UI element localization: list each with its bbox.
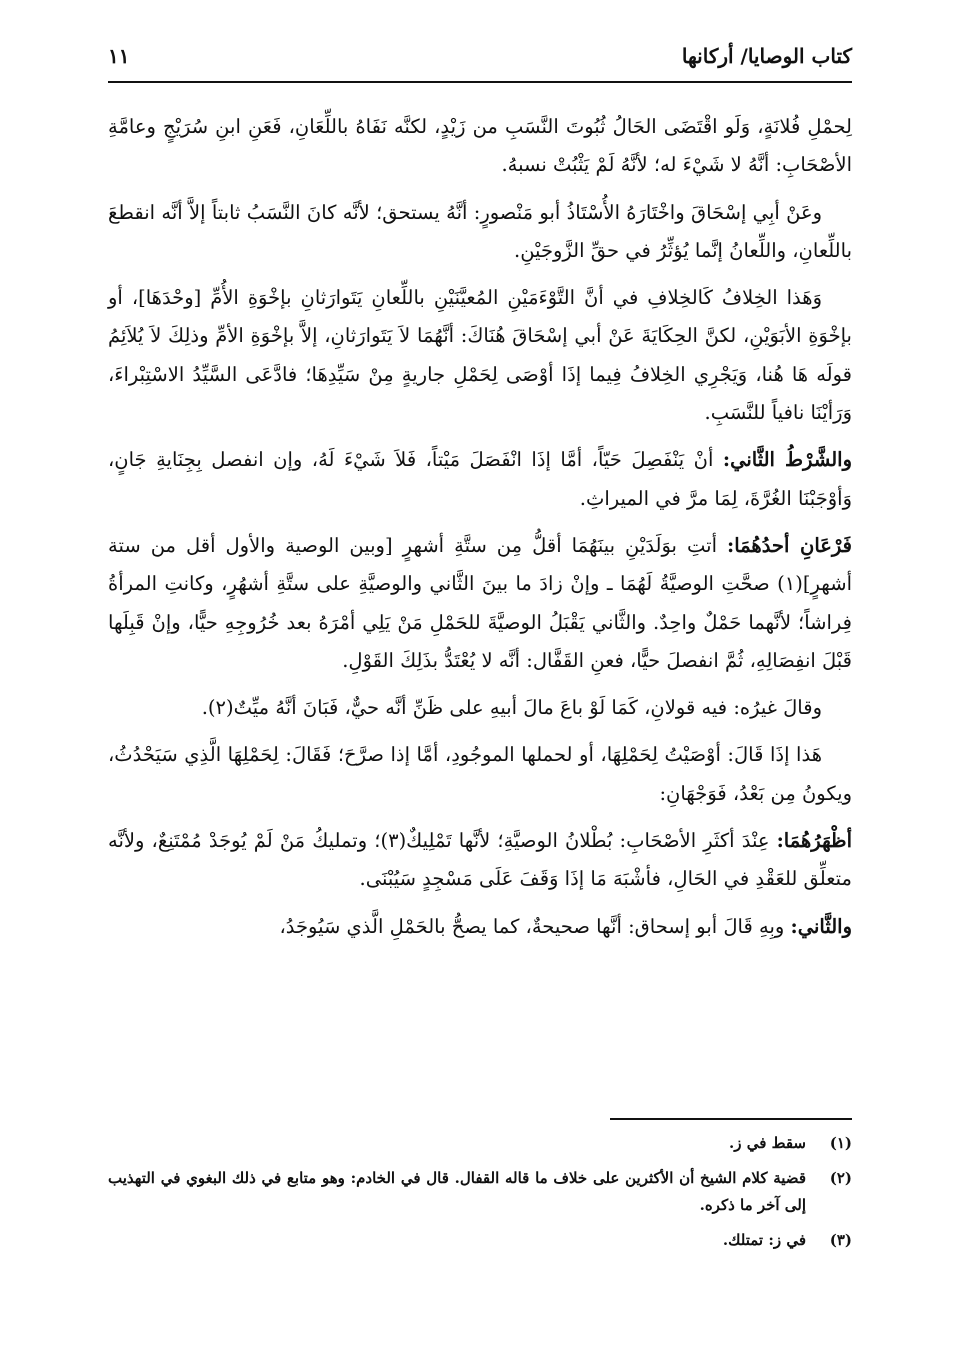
footnote-text: في ز: تمتلك. <box>722 1231 806 1249</box>
paragraph-text: وعَنْ أبِي إسْحَاقَ واخْتَارَهُ الأُسْتَاذُ أبو مَنْصورٍ: أنَّهُ يستحق؛ لأنَّه كانَ النَّسَبُ ثابتاً إلاَّ أنَّه انقطعَ باللِّعانِ، واللِّعانُ إنَّما يُؤثِّرُ في حقِّ الزَّوجَيْنِ. <box>108 200 852 262</box>
paragraph <box>108 822 852 899</box>
footnotes <box>108 1130 852 1262</box>
footnote <box>108 1227 852 1254</box>
paragraph-text: لِحمْلِ فُلانَةٍ، وَلَو اقْتَضَى الحَالُ ثُبُوتَ النَّسَبِ من زَيْدٍ، لكنَّه نَفَاهُ باللِّعَانِ، فَعَنِ ابنِ سُرَيْجٍ وعامَّةِ الأصْحَابِ: أنَّهُ لا شَيْءَ له؛ لأنَّهُ لَمْ يَثْبُتْ نسبهُ. <box>108 115 852 177</box>
paragraph <box>108 527 852 680</box>
paragraph-text: هَذا إذَا قَالَ: أوْصَيْتُ لِحَمْلِهَا، أو لحملها الموجُودِ، أمَّا إذا صرَّحَ؛ فَقَالَ: لِحَمْلِهَا الَّذِي سَيَحْدُثُ، ويكونُ مِن بَعْدُ، فَوَجْهَانِ: <box>108 743 852 805</box>
paragraph-text: وقالَ غيرُه: فيه قولانِ، كَمَا لَوْ باعَ مالَ أبيهِ على ظَنِّ أنَّه حيٌّ، فَبَانَ أنَّهُ ميِّتٌ(٢). <box>201 696 822 720</box>
paragraph-lead: فَرْعَانِ أحدُهُمَا: <box>727 533 852 557</box>
paragraph-text: أنْ يَنْفَصِلَ حَيّاً، أمَّا إذَا انْفَصَلَ مَيْتاً، فَلاَ شَيْءَ لَهُ، وإن انفصل بِجِنَايةِ جَانٍ، وَأوْجَبْنَا الغُرَّةَ، لِمَا مرَّ في الميراثِ. <box>108 448 852 510</box>
page-number: ١١ <box>108 44 130 68</box>
paragraph-text: أتتِ بوَلَدَيْنِ بينَهُمَا أقلُّ مِن ستَّةِ أشهرٍ [وبين الوصية والأول أقل من ستة أشهرٍ](١) صحَّتِ الوصيَّةُ لَهُمَا ـ وإنْ زادَ ما بينَ الثَّاني والوصيَّةِ على ستَّةِ أشهُرٍ، وكانتِ المرأةُ فِراشاً؛ لأنَّهما حَمْلٌ واحِدٌ. والثَّاني يَقْبَلُ الوصيَّةَ للحَمْلِ مَنْ يَلِي أمْرَهُ بعد خُرُوجِهِ حيًّا، وإنْ قَبِلَها قَبْلَ انفِصَالِهِ، ثُمَّ انفصلَ حيًّا، فعنِ القَفَّال: أنَّه لا يُعْتَدُّ بذَلِكَ القَوْلِ. <box>108 533 852 672</box>
paragraph-text: وَهَذا الخِلافُ كَالخِلافِ في أنَّ التَّوْءَمَيْنِ المُعيَّنَيْنِ باللِّعانِ يَتَوارَثانِ بإخْوَةِ الأُمِّ [وحْدَهَا]، أو بإخْوَةِ الأبَوَيْنِ، لكنَّ الحِكَايَةَ عَنْ أبي إسْحَاقَ هُنَاكَ: أنَّهُمَا لاَ يَتَوارَثانِ، إلاَّ بإخْوَةِ الأمِّ وذلِكَ لاَ يُلاَئِمُ قولَه هَا هُنا، وَيَجْرِي الخِلافُ فِيما إذَا أوْصَى لِحَمْلِ جاريةٍ مِنْ سَيِّدِهَا؛ فادَّعَى السَّيِّدُ الاسْتِبْراءَ، وَرَأيْنَا نافياً للنَّسَبِ. <box>108 286 852 425</box>
paragraph-lead: والشَّرْطُ الثَّاني: <box>722 448 852 472</box>
paragraph <box>108 441 852 518</box>
paragraph <box>108 908 852 946</box>
paragraph-lead: أظْهَرُهُمَا: <box>776 829 852 853</box>
footnote-number: (١) <box>829 1134 852 1152</box>
paragraph <box>108 736 852 813</box>
footnote <box>108 1165 852 1219</box>
footnote-separator <box>610 1118 852 1120</box>
paragraph <box>108 194 852 271</box>
running-title: كتاب الوصايا/ أركانها <box>681 44 852 68</box>
footnote-text: قضية كلام الشيخ أن الأكثرين على خلاف ما قاله القفال. قال في الخادم: وهو متابع في ذلك البغوي في التهذيب إلى آخر ما ذكره. <box>108 1169 806 1214</box>
paragraph <box>108 108 852 185</box>
paragraph-text: عِنْدَ أكثَرِ الأصْحَابِ: بُطْلانُ الوصيَّةِ؛ لأنَّها تَمْلِيكٌ(٣)؛ وتمليكُ مَنْ لَمْ يُوجَدْ مُمْتَنِعٌ، ولأنَّه متعلِّق للعَقْدِ في الحَالِ، فأشْبَهَ مَا إذَا وَقَفَ عَلَى مَسْجِدٍ سَيُبْنَى. <box>108 829 852 891</box>
footnote <box>108 1130 852 1157</box>
page-header <box>108 40 852 80</box>
main-text <box>108 108 852 955</box>
footnote-number: (٢) <box>829 1169 852 1187</box>
footnote-number: (٣) <box>829 1231 852 1249</box>
header-rule <box>108 81 852 83</box>
paragraph <box>108 689 852 727</box>
paragraph-lead: والثَّاني: <box>790 914 852 938</box>
paragraph-text: وبِهِ قَالَ أبو إسحاق: أنَّها صحيحةٌ، كما يصحُّ بالحَمْلِ الَّذي سَيُوجَدُ، <box>279 914 791 938</box>
footnote-text: سقط في ز. <box>729 1134 806 1152</box>
paragraph <box>108 279 852 432</box>
